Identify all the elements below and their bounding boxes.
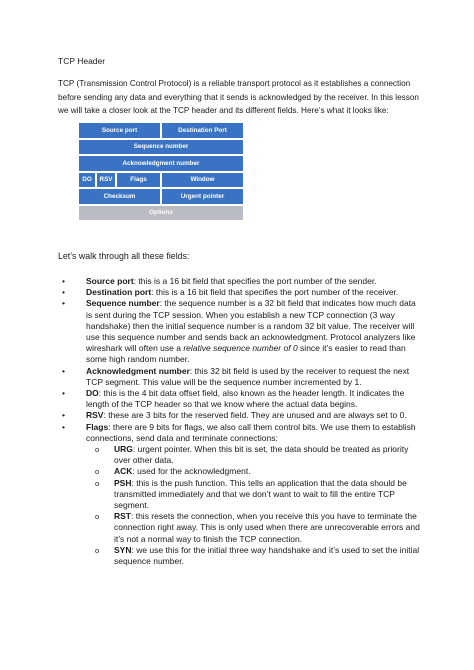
field-desc-italic: relative sequence number of 0 xyxy=(183,343,298,354)
field-desc: : there are 9 bits for flags, we also call them control bits. We use them to establish connections, send data and terminate connections: xyxy=(86,421,416,443)
bullet-icon: • xyxy=(62,365,65,376)
field-term: Flags xyxy=(86,421,109,432)
bullet-icon: • xyxy=(62,287,65,298)
fields-list xyxy=(58,276,422,567)
sub-bullet-icon: o xyxy=(95,467,100,477)
tcp-header-diagram xyxy=(78,122,244,221)
field-desc: : this is the 4 bit data offset field, also known as the header length. It indicates the length of the TCP header so that we know where the actual data begins. xyxy=(86,388,405,410)
field-desc: : the sequence number is a 32 bit field that indicates how much data is sent during the TCP session. When you establish a new TCP connection (3 way handshake) then the initial sequence number is a random 32 bit value. The receiver will use this sequence number and sends back an acknowledgment. Protocol analyzers like wireshark will often use a xyxy=(86,298,416,354)
sub-bullet-icon: o xyxy=(95,512,100,522)
flags-sublist xyxy=(86,444,422,567)
flags-cell: Flags xyxy=(116,172,161,189)
bullet-icon: • xyxy=(62,388,65,399)
field-term: DO xyxy=(86,388,99,399)
checksum-cell: Checksum xyxy=(78,188,161,205)
flag-desc: : this resets the connection, when you receive this you have to terminate the connection right away. This is only used when there are unrecoverable errors and it’s not a normal way to finish the TCP connection. xyxy=(114,511,420,544)
list-item xyxy=(58,287,422,298)
flag-term: PSH xyxy=(114,477,132,488)
field-term: Destination port xyxy=(86,287,152,298)
bullet-icon: • xyxy=(62,410,65,421)
bullet-icon: • xyxy=(62,276,65,286)
flag-desc: : used for the acknowledgment. xyxy=(132,466,251,477)
sub-bullet-icon: o xyxy=(95,478,100,488)
bullet-icon: • xyxy=(62,298,65,309)
sub-list-item xyxy=(86,444,422,466)
source-port-cell: Source port xyxy=(78,122,161,139)
flag-term: ACK xyxy=(114,466,133,477)
field-desc-end: since it’s easier to read than some high random number. xyxy=(86,343,406,365)
walk-through-heading: Let’s walk through all these fields: xyxy=(58,251,190,261)
list-item xyxy=(58,388,422,410)
sequence-number-cell: Sequence number xyxy=(78,139,244,156)
sub-list-item xyxy=(86,545,422,567)
flag-term: URG xyxy=(114,444,133,455)
flag-term: SYN xyxy=(114,544,132,555)
window-cell: Window xyxy=(161,172,244,189)
field-term: Sequence number xyxy=(86,298,160,309)
do-cell: DO xyxy=(78,172,96,189)
field-desc: : this 32 bit field is used by the receiver to request the next TCP segment. This value will be the sequence number incremented by 1. xyxy=(86,365,410,387)
list-item xyxy=(58,410,422,421)
bullet-icon: • xyxy=(62,421,65,432)
destination-port-cell: Destination Port xyxy=(161,122,244,139)
flag-desc: : this is the push function. This tells an application that the data should be transmitted immediately and that we don’t want to wait to fill the entire TCP segment. xyxy=(114,477,407,511)
field-desc: : this is a 16 bit field that specifies the port number of the receiver. xyxy=(151,287,399,298)
ack-number-cell: Acknowledgment number xyxy=(78,155,244,172)
sub-list-item xyxy=(86,466,422,477)
flag-desc: : urgent pointer. When this bit is set, the data should be treated as priority over other data. xyxy=(114,444,409,466)
field-term: RSV xyxy=(86,410,104,421)
options-cell: Options xyxy=(78,205,244,222)
flag-term: RST xyxy=(114,511,131,522)
list-item xyxy=(58,366,422,388)
document-title: TCP Header xyxy=(58,56,106,66)
list-item xyxy=(58,298,422,365)
flag-desc: : we use this for the initial three way handshake and it’s used to set the initial sequence number. xyxy=(114,544,420,567)
sub-list-item xyxy=(86,478,422,512)
urgent-pointer-cell: Urgent pointer xyxy=(161,188,244,205)
rsv-cell: RSV xyxy=(96,172,116,189)
intro-paragraph: TCP (Transmission Control Protocol) is a reliable transport protocol as it establishes a connection before sending any data and everything that it sends is acknowledged by the receiver. In this lesson we will take a closer look at the TCP header and its different fields. Here’s what it looks like: xyxy=(58,79,419,115)
field-term: Acknowledgment number xyxy=(86,365,190,376)
list-item xyxy=(58,422,422,568)
sub-bullet-icon: o xyxy=(95,545,100,555)
sub-list-item xyxy=(86,511,422,545)
field-desc: : these are 3 bits for the reserved field. They are unused and are always set to 0. xyxy=(103,410,407,421)
list-item xyxy=(58,276,422,287)
field-term: Source port xyxy=(86,276,134,286)
field-desc: : this is a 16 bit field that specifies the port number of the sender. xyxy=(133,276,377,286)
sub-bullet-icon: o xyxy=(95,445,100,455)
